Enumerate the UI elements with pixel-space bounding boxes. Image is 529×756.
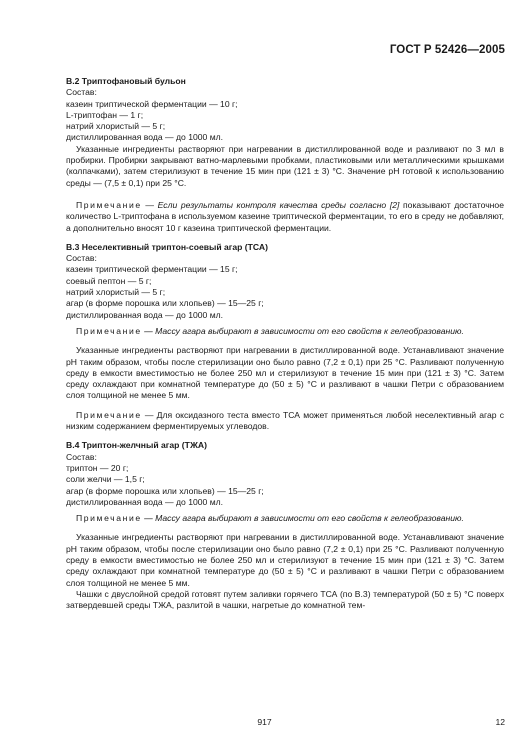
composition-line: натрий хлористый — 5 г;: [66, 287, 166, 298]
footer-page-number-right: 12: [495, 717, 505, 727]
note-label: Примечание: [76, 325, 142, 336]
preparation-paragraph: Указанные ингредиенты растворяют при нагревании в дистиллированной воде. Устанавливают значение рН таким образом, чтобы после стерилизации оно было равно (7,2 ± 0,1) при 25 °С. Разливают полученную среду в емкости вместимостью не более 250 мл и стерилизуют в течение 15 мин при (121 ± 3) °С. Затем среду охлаждают при комнатной температуре до (50 ± 5) °С и разливают в чашки Петри с образованием слоя толщиной не менее 5 мм.: [66, 532, 504, 588]
section-title: В.2 Триптофановый бульон: [66, 76, 186, 86]
note-label: Примечание: [76, 409, 142, 420]
composition-line: дистиллированная вода — до 1000 мл.: [66, 309, 224, 320]
note-label: Примечание: [76, 513, 142, 524]
section-b3: [66, 242, 504, 432]
note-text: — Массу агара выбирают в зависимости от его свойств к гелеобразованию.: [141, 513, 464, 524]
composition-line: Состав:: [66, 451, 97, 462]
composition-line: Состав:: [66, 253, 97, 264]
composition-line: соевый пептон — 5 г;: [66, 275, 152, 286]
note-text: — Массу агара выбирают в зависимости от его свойств к гелеобразованию.: [141, 325, 464, 336]
note-paragraph: [66, 513, 504, 524]
note-label: Примечание: [76, 199, 142, 210]
composition-line: натрий хлористый — 5 г;: [66, 121, 166, 132]
note-text: — Для оксидазного теста вместо ТСА может применяться любой неселективный агар с низким содержанием ферментируемых углеводов.: [66, 409, 504, 432]
preparation-paragraph: Указанные ингредиенты растворяют при нагревании в дистиллированной воде. Устанавливают значение рН таким образом, чтобы после стерилизации оно было равно (7,2 ± 0,1) при 25 °С. Разливают полученную среду в емкости вместимостью не более 250 мл и стерилизуют в течение 15 мин при (121 ± 3) °С. Затем среду охлаждают при комнатной температуре до (50 ± 5) °С и разливают в чашки Петри с образованием слоя толщиной не менее 5 мм.: [66, 345, 504, 401]
composition-line: казеин триптической ферментации — 15 г;: [66, 264, 238, 275]
composition-line: дистиллированная вода — до 1000 мл.: [66, 496, 224, 507]
composition-line: соли желчи — 1,5 г;: [66, 474, 145, 485]
section-title: В.4 Триптон-желчный агар (ТЖА): [66, 440, 207, 451]
preparation-paragraph: Чашки с двуслойной средой готовят путем заливки горячего ТСА (по В.3) температурой (50 ± 5) °С поверх затвердевшей среды ТЖА, разлитой в чашки, нагретые до комнатной тем-: [66, 588, 504, 611]
footer-page-number: 917: [257, 717, 272, 727]
section-title: В.3 Неселективный триптон-соевый агар (ТСА): [66, 241, 268, 252]
composition-line: триптон — 20 г;: [66, 462, 129, 473]
standard-header: ГОСТ Р 52426—2005: [389, 44, 505, 56]
note-dash: —: [141, 199, 158, 210]
preparation-paragraph: Указанные ингредиенты растворяют при нагревании в дистиллированной воде и разливают по 3 мл в пробирки. Пробирки закрывают ватно-марлевыми пробками, пластиковыми или металлическими крышками (колпачками), затем стерилизуют в течение 15 мин при (121 ± 3) °С. Значение рН готовой к использованию среды — (7,5 ± 0,1) при 25 °С.: [66, 143, 504, 188]
note-paragraph: [66, 410, 504, 433]
section-b2: [66, 76, 504, 234]
note-italic-text: Если результаты контроля качества среды согласно [2]: [157, 199, 400, 210]
composition-line: Состав:: [66, 87, 97, 98]
note-paragraph: [66, 326, 504, 337]
composition-line: агар (в форме порошка или хлопьев) — 15—25 г;: [66, 485, 264, 496]
document-body: [66, 76, 504, 611]
composition-line: L-триптофан — 1 г;: [66, 109, 144, 120]
section-b4: [66, 440, 504, 611]
note-paragraph: [66, 200, 504, 234]
composition-line: казеин триптической ферментации — 10 г;: [66, 98, 238, 109]
note-text: показывают достаточное количество L-триптофана в используемом казеине триптической ферментации, то его в среду не добавляют, а дополнительно вносят 10 г казеина триптической ферментации.: [66, 199, 504, 233]
composition-line: дистиллированная вода — до 1000 мл.: [66, 132, 224, 143]
composition-line: агар (в форме порошка или хлопьев) — 15—25 г;: [66, 298, 264, 309]
